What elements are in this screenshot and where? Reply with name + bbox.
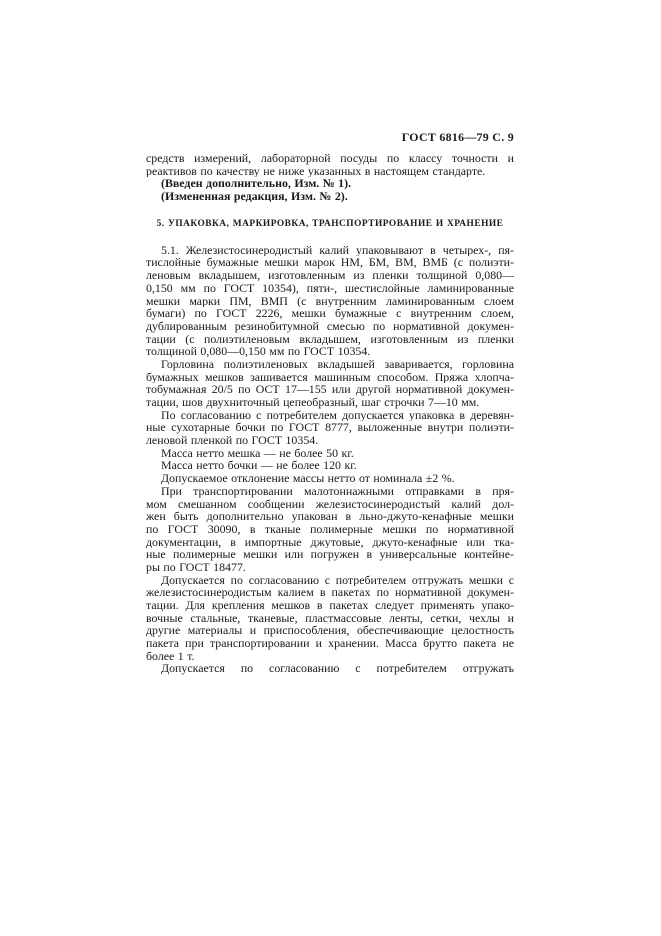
- text-line: Масса нетто бочки — не более 120 кг.: [161, 459, 357, 473]
- text-line: тации (с полиэтиленовым вкладышем, изготовленным из пленки: [146, 332, 514, 346]
- paragraph: [146, 190, 514, 203]
- text-line: Масса нетто мешка — не более 50 кг.: [161, 446, 354, 460]
- document-body: [146, 152, 514, 675]
- text-line: мешки марки ПМ, ВМП (с внутренним ламинированным слоем: [146, 294, 514, 308]
- text-line: Допускается по согласованию с потребителем отгружать мешки с: [161, 573, 514, 587]
- text-line: 0,150 мм по ГОСТ 10354), пяти-, шестислойные ламинированные: [146, 281, 514, 295]
- paragraph: [146, 485, 514, 574]
- section-heading: [146, 218, 514, 231]
- text-line: ры по ГОСТ 18477.: [146, 560, 246, 574]
- paragraph: [146, 662, 514, 675]
- paragraph: [146, 177, 514, 190]
- text-line: тации, шов двухниточный цепеобразный, шаг строчки 7—10 мм.: [146, 396, 480, 409]
- text-line: пакета при транспортировании и хранении. Масса брутто пакета не: [146, 637, 514, 650]
- text-block: [146, 131, 514, 675]
- text-line: тации. Для крепления мешков в пакетах следует применять упако-: [146, 599, 514, 612]
- text-line: При транспортировании малотоннажными отправками в пря-: [161, 484, 514, 498]
- text-line: Горловина полиэтиленовых вкладышей заваривается, горловина: [161, 357, 514, 371]
- text-line: мом смешанном сообщении железистосинеродистый калий дол-: [146, 497, 514, 511]
- text-line: (Измененная редакция, Изм. № 2).: [161, 190, 348, 203]
- text-line: бумаги) по ГОСТ 2226, мешки бумажные с внутренним слоем,: [146, 307, 514, 320]
- paragraph: [146, 358, 514, 409]
- text-line: тислойные бумажные мешки марок НМ, БМ, ВМ, ВМБ (с полиэти-: [146, 256, 514, 270]
- text-line: ные полимерные мешки или погружен в универсальные контейне-: [146, 548, 514, 561]
- paragraph: [146, 409, 514, 447]
- text-line: реактивов по качеству не ниже указанных в настоящем стандарте.: [146, 164, 486, 178]
- paragraph: [146, 244, 514, 358]
- text-line: вочные стальные, тканевые, пластмассовые ленты, сетки, чехлы и: [146, 611, 514, 625]
- text-line: (Введен дополнительно, Изм. № 1).: [161, 177, 352, 191]
- paragraph: [146, 574, 514, 663]
- text-line: По согласованию с потребителем допускается упаковка в деревян-: [161, 408, 514, 422]
- text-line: толщиной 0,080—0,150 мм по ГОСТ 10354.: [146, 345, 371, 358]
- text-line: леновой пленкой по ГОСТ 10354.: [146, 434, 319, 447]
- paragraph: [146, 447, 514, 460]
- text-line: средств измерений, лабораторной посуды по классу точности и: [146, 152, 514, 165]
- text-line: жен быть дополнительно упакован в льно-джуто-кенафные мешки: [146, 510, 514, 523]
- text-line: более 1 т.: [146, 649, 195, 663]
- page-header: ГОСТ 6816—79 С. 9: [401, 130, 514, 144]
- text-line: по ГОСТ 30090, в тканые полимерные мешки по нормативной: [146, 522, 514, 536]
- text-line: Допускаемое отклонение массы нетто от номинала ±2 %.: [161, 472, 455, 485]
- text-line: документации, в импортные джутовые, джуто-кенафные или тка-: [146, 535, 514, 549]
- text-line: Допускается по согласованию с потребителем отгружать: [161, 662, 514, 676]
- paragraph: [146, 459, 514, 472]
- text-line: ные сухотарные бочки по ГОСТ 8777, выложенные внутри полиэти-: [146, 421, 514, 435]
- paragraph: [146, 152, 514, 177]
- text-line: другие материалы и приспособления, обеспечивающие целостность: [146, 624, 514, 638]
- text-line: бумажных мешков зашивается машинным способом. Пряжа хлопча-: [146, 370, 514, 384]
- text-line: дублированным резинобитумной смесью по нормативной докумен-: [146, 319, 514, 333]
- text-line: 5.1. Железистосинеродистый калий упаковывают в четырех-, пя-: [161, 243, 514, 257]
- text-line: леновым вкладышем, изготовленным из пленки толщиной 0,080—: [146, 269, 514, 282]
- paragraph: [146, 472, 514, 485]
- text-line: тобумажная 20/5 по ОСТ 17—155 или другой нормативной докумен-: [146, 383, 514, 396]
- text-line: железистосинеродистым калием в пакетах по нормативной докумен-: [146, 586, 514, 599]
- section-heading-text: 5. УПАКОВКА, МАРКИРОВКА, ТРАНСПОРТИРОВАНИЕ И ХРАНЕНИЕ: [156, 218, 504, 229]
